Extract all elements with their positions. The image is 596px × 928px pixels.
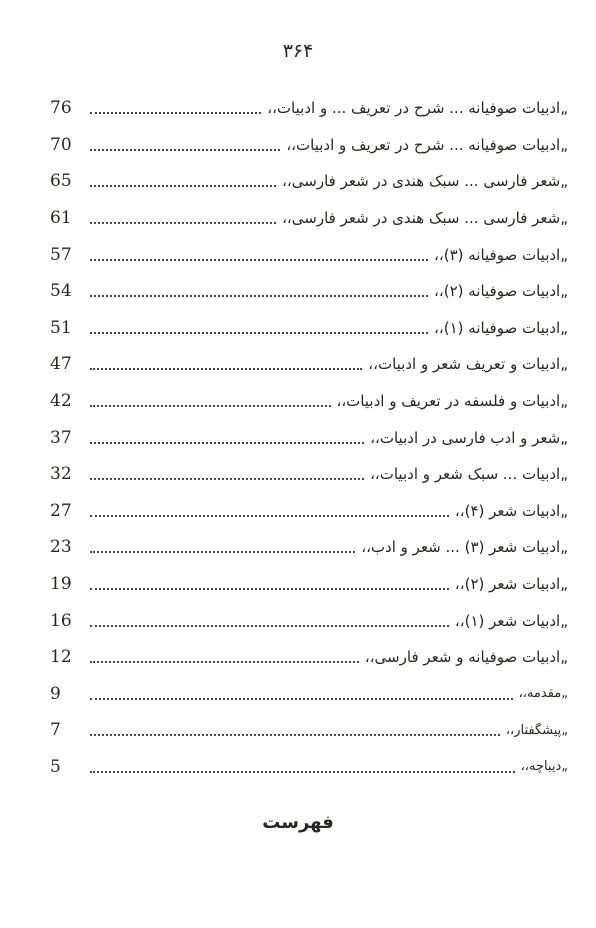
toc-title: „ادبیات و فلسفه در تعریف و ادبیات،، — [336, 392, 568, 411]
dot-leader — [90, 659, 359, 663]
toc-entry — [44, 200, 568, 237]
toc-entry — [44, 90, 568, 127]
toc-entry — [44, 383, 568, 420]
toc-page-number: 70 — [50, 134, 72, 155]
toc-entry — [44, 163, 568, 200]
toc-entry — [44, 712, 568, 749]
toc-page-number: 47 — [50, 354, 72, 375]
toc-page-number: 32 — [50, 464, 72, 485]
toc-page-number: 27 — [50, 500, 72, 521]
table-of-contents — [44, 90, 568, 785]
dot-leader — [90, 366, 362, 370]
dot-leader — [90, 623, 449, 627]
toc-title: „ادبیات صوفیانه (۱)،، — [434, 318, 568, 337]
toc-page-number: 42 — [50, 391, 72, 412]
dot-leader — [90, 293, 428, 297]
toc-entry — [44, 236, 568, 273]
toc-entry — [44, 566, 568, 603]
toc-title: „ادبیات و تعریف شعر و ادبیات،، — [368, 355, 568, 374]
toc-page-number: 7 — [50, 720, 61, 741]
dot-leader — [90, 220, 276, 224]
toc-title: „ادبیات شعر (۲)،، — [454, 575, 568, 594]
toc-entry — [44, 273, 568, 310]
toc-title: „شعر فارسی ... سبک هندی در شعر فارسی،، — [282, 209, 568, 228]
toc-entry — [44, 346, 568, 383]
toc-entry — [44, 602, 568, 639]
toc-title: „ادبیات صوفیانه (۳)،، — [434, 245, 568, 264]
toc-page-number: 12 — [50, 647, 72, 668]
dot-leader — [90, 110, 261, 114]
dot-leader — [90, 586, 449, 590]
toc-title: „دیباچه،، — [520, 759, 568, 775]
toc-entry — [44, 676, 568, 713]
toc-entry — [44, 419, 568, 456]
dot-leader — [90, 440, 364, 444]
toc-title: „ادبیات صوفیانه (۲)،، — [434, 282, 568, 301]
toc-page-number: 23 — [50, 537, 72, 558]
toc-page-number: 54 — [50, 281, 72, 302]
toc-title: „ادبیات صوفیانه ... شرح در تعریف ... و ادبیات،، — [267, 99, 568, 118]
toc-entry — [44, 310, 568, 347]
toc-page-number: 65 — [50, 171, 72, 192]
toc-entry — [44, 749, 568, 786]
dot-leader — [90, 769, 515, 773]
toc-entry — [44, 493, 568, 530]
toc-title: „ادبیات صوفیانه ... شرح در تعریف و ادبیات،، — [286, 135, 568, 154]
dot-leader — [90, 513, 449, 517]
toc-page-number: 37 — [50, 427, 72, 448]
toc-title: „شعر و ادب فارسی در ادبیات،، — [370, 428, 568, 447]
dot-leader — [90, 696, 513, 700]
toc-entry — [44, 639, 568, 676]
dot-leader — [90, 147, 280, 151]
toc-page-number: 76 — [50, 98, 72, 119]
page-heading: فهرست — [262, 812, 334, 833]
toc-page-number: 9 — [50, 683, 61, 704]
toc-entry — [44, 127, 568, 164]
toc-page-number: 61 — [50, 208, 72, 229]
toc-title: „پیشگفتار،، — [505, 722, 568, 738]
toc-title: „ادبیات ... سبک شعر و ادبیات،، — [370, 465, 568, 484]
dot-leader — [90, 257, 428, 261]
toc-page-number: 19 — [50, 574, 72, 595]
dot-leader — [90, 330, 428, 334]
toc-title: „ادبیات صوفیانه و شعر فارسی،، — [364, 648, 568, 667]
dot-leader — [90, 549, 355, 553]
dot-leader — [90, 476, 364, 480]
page-number: ۳۶۴ — [282, 40, 314, 62]
toc-title: „شعر فارسی ... سبک هندی در شعر فارسی،، — [282, 172, 568, 191]
dot-leader — [90, 183, 276, 187]
toc-page-number: 51 — [50, 317, 72, 338]
toc-page-number: 5 — [50, 756, 61, 777]
toc-entry — [44, 456, 568, 493]
dot-leader — [90, 403, 331, 407]
toc-entry — [44, 529, 568, 566]
toc-title: „ادبیات شعر (۳) ... شعر و ادب،، — [361, 538, 568, 557]
toc-title: „ادبیات شعر (۴)،، — [454, 501, 568, 520]
dot-leader — [90, 732, 500, 736]
toc-title: „ادبیات شعر (۱)،، — [454, 611, 568, 630]
toc-title: „مقدمه،، — [518, 686, 568, 702]
toc-page-number: 57 — [50, 244, 72, 265]
toc-page-number: 16 — [50, 610, 72, 631]
